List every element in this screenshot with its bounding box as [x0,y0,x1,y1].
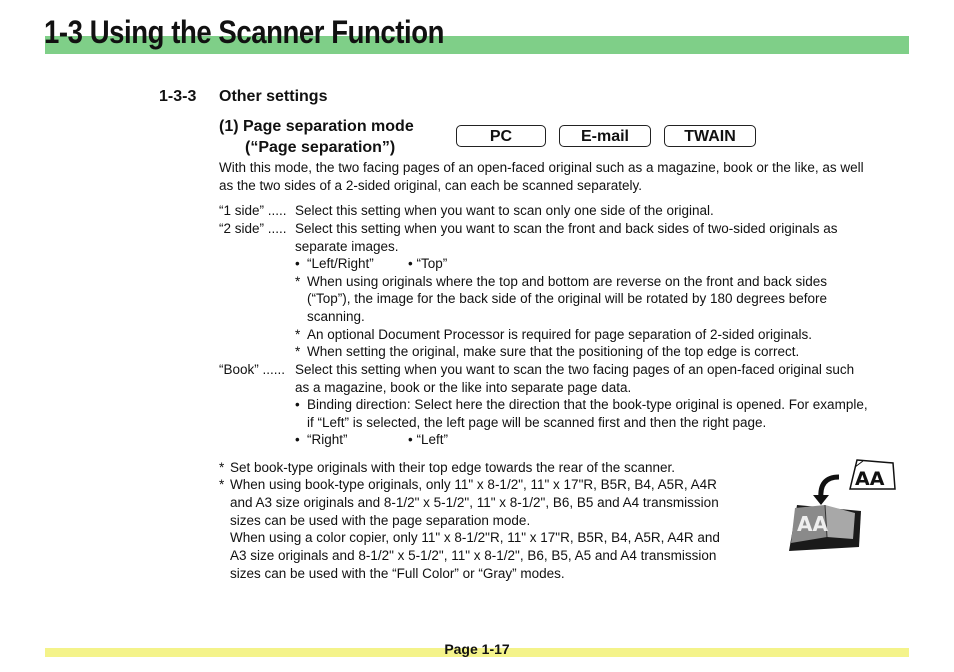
book-placement-illustration [775,455,905,555]
side2-note-1-line-2: (“Top”), the image for the back side of the original will be rotated by 180 degrees before [307,291,828,306]
side2-note-1-mark: * [295,274,301,289]
note-2-line-5: A3 size originals and 8-1/2" x 5-1/2", 11" x 8-1/2", B6, B5, A5 and A4 transmission [230,548,717,563]
subsection-title: (1) Page separation mode [219,118,414,135]
side2-note-2-mark: * [295,327,301,342]
book-term: “Book” ...... [219,362,286,377]
section-heading [159,88,327,106]
side1-term: “1 side” ..... [219,203,287,218]
mode-pc-badge: PC [456,125,546,147]
side2-note-2-line-1: An optional Document Processor is required for page separation of 2-sided originals. [307,327,813,342]
book-placement-svg [775,455,905,555]
mode-email-badge: E-mail [559,125,651,147]
intro-line-2: as the two sides of a 2-sided original, can each be scanned separately. [219,178,643,193]
page-title: 1-3 Using the Scanner Function [44,14,444,50]
note-1-mark: * [219,460,225,475]
book-option-right: “Right” [307,432,348,447]
book-binding-line-2: if “Left” is selected, the left page will be scanned first and then the right page. [307,415,767,430]
section-title: Other settings [219,88,328,105]
intro-line-1: With this mode, the two facing pages of an open-faced original such as a magazine, book or the like, as well [219,160,864,175]
book-description-1: Select this setting when you want to scan the two facing pages of an open-faced original such [295,362,855,377]
note-1-line-1: Set book-type originals with their top edge towards the rear of the scanner. [230,460,676,475]
side2-option-left-right: “Left/Right” [307,256,374,271]
top-original-page [850,460,895,490]
note-2-line-4: When using a color copier, only 11" x 8-1/2"R, 11" x 17"R, B5R, B4, A5R, A4R and [230,530,720,545]
page-number: Page 1-17 [444,641,510,657]
side2-option-top: • “Top” [408,256,448,271]
side2-note-1-line-1: When using originals where the top and bottom are reverse on the front and back sides [307,274,828,289]
note-2-line-3: sizes can be used with the page separation mode. [230,513,531,528]
subsection-subtitle: (“Page separation”) [245,139,396,156]
book-binding-bullet: • [295,397,300,412]
side2-description-1: Select this setting when you want to scan the front and back sides of two-sided originals as [295,221,838,236]
side2-description-2: separate images. [295,239,399,254]
note-2-line-2: and A3 size originals and 8-1/2" x 5-1/2", 11" x 8-1/2", B6, B5 and A4 transmission [230,495,719,510]
book-option-left: • “Left” [408,432,448,447]
scanner-book-image [789,505,861,551]
book-description-2: as a magazine, book or the like into separate page data. [295,380,632,395]
note-2-line-6: sizes can be used with the “Full Color” or “Gray” modes. [230,566,565,581]
bottom-page-text: AA [797,512,828,536]
side1-description: Select this setting when you want to scan only one side of the original. [295,203,714,218]
side2-term: “2 side” ..... [219,221,287,236]
side2-option-bullet: • [295,256,300,271]
note-2-line-1: When using book-type originals, only 11" x 8-1/2", 11" x 17"R, B5R, B4, A5R, A4R [230,477,717,492]
top-page-text: AA [855,468,885,490]
side2-note-3-line-1: When setting the original, make sure that the positioning of the top edge is correct. [307,344,800,359]
side2-note-3-mark: * [295,344,301,359]
flip-arrow-icon [813,477,839,505]
note-2-mark: * [219,477,225,492]
book-binding-line-1: Binding direction: Select here the direction that the book-type original is opened. For example, [307,397,868,412]
mode-twain-badge: TWAIN [664,125,756,147]
book-option-bullet: • [295,432,300,447]
side2-note-1-line-3: scanning. [307,309,365,324]
section-number: 1-3-3 [159,88,197,105]
